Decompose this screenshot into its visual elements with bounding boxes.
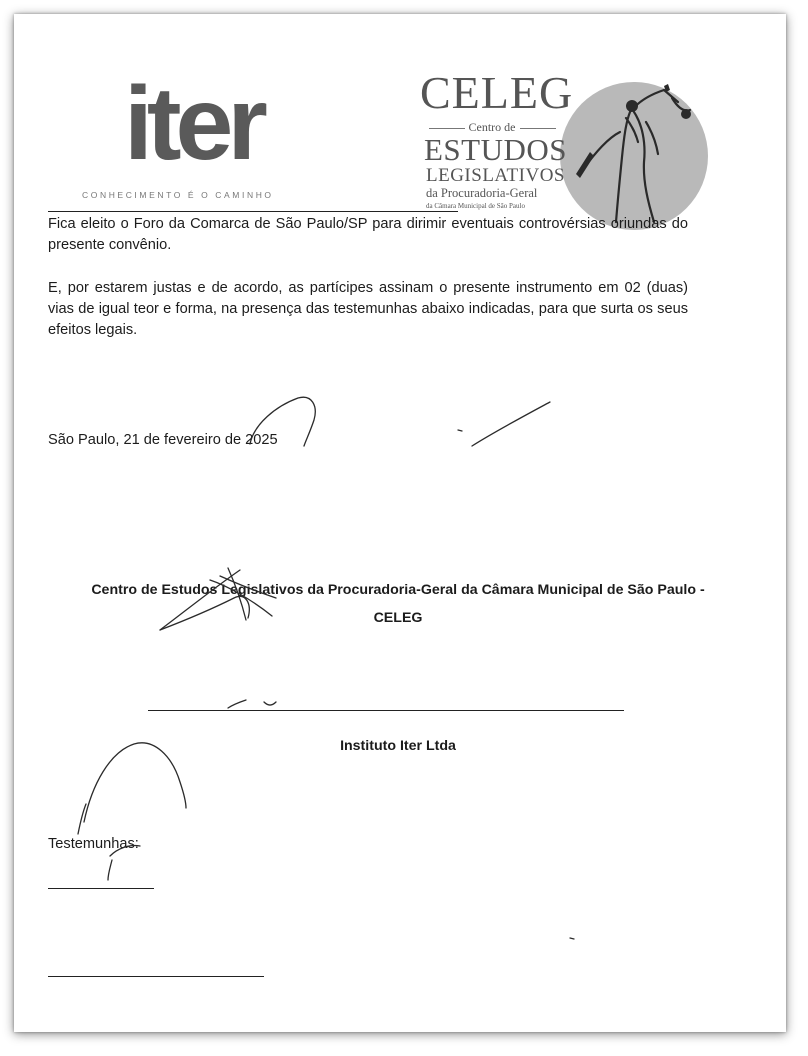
celeg-procuradoria: da Procuradoria-Geral bbox=[426, 186, 538, 200]
date-line: São Paulo, 21 de fevereiro de 2025 bbox=[48, 432, 278, 448]
witnesses-label: Testemunhas: bbox=[48, 836, 139, 852]
witness-line-1 bbox=[48, 888, 154, 889]
iter-wordmark: iter bbox=[124, 66, 262, 182]
witness-line-2 bbox=[48, 976, 264, 977]
celeg-camara: da Câmara Municipal de São Paulo bbox=[426, 202, 525, 210]
iter-logo bbox=[62, 66, 332, 204]
justice-statue-icon bbox=[560, 82, 708, 230]
celeg-legislativos: LEGISLATIVOS bbox=[426, 165, 565, 186]
celeg-estudos: ESTUDOS bbox=[424, 132, 568, 167]
signature-line bbox=[148, 710, 624, 711]
signatory-celeg-line2: CELEG bbox=[373, 610, 423, 626]
header-divider bbox=[48, 211, 458, 212]
document-page bbox=[14, 14, 786, 1032]
celeg-centro-de: Centro de bbox=[422, 120, 562, 135]
celeg-title: CELEG bbox=[420, 67, 574, 118]
paragraph-partes: E, por estarem justas e de acordo, as partícipes assinam o presente instrumento em 02 (duas) vias de igual teor e forma, na presença das testemunhas abaixo indicadas, para que surta os seus efeitos legais. bbox=[48, 280, 688, 338]
signatory-iter: Instituto Iter Ltda bbox=[340, 738, 456, 754]
celeg-logo bbox=[412, 66, 732, 216]
signatory-celeg-line1: Centro de Estudos Legislativos da Procuradoria-Geral da Câmara Municipal de São Paulo - bbox=[91, 582, 705, 598]
iter-tagline: CONHECIMENTO É O CAMINHO bbox=[82, 190, 274, 200]
paragraph-foro: Fica eleito o Foro da Comarca de São Paulo/SP para dirimir eventuais controvérsias oriundas do presente convênio. bbox=[48, 216, 688, 253]
